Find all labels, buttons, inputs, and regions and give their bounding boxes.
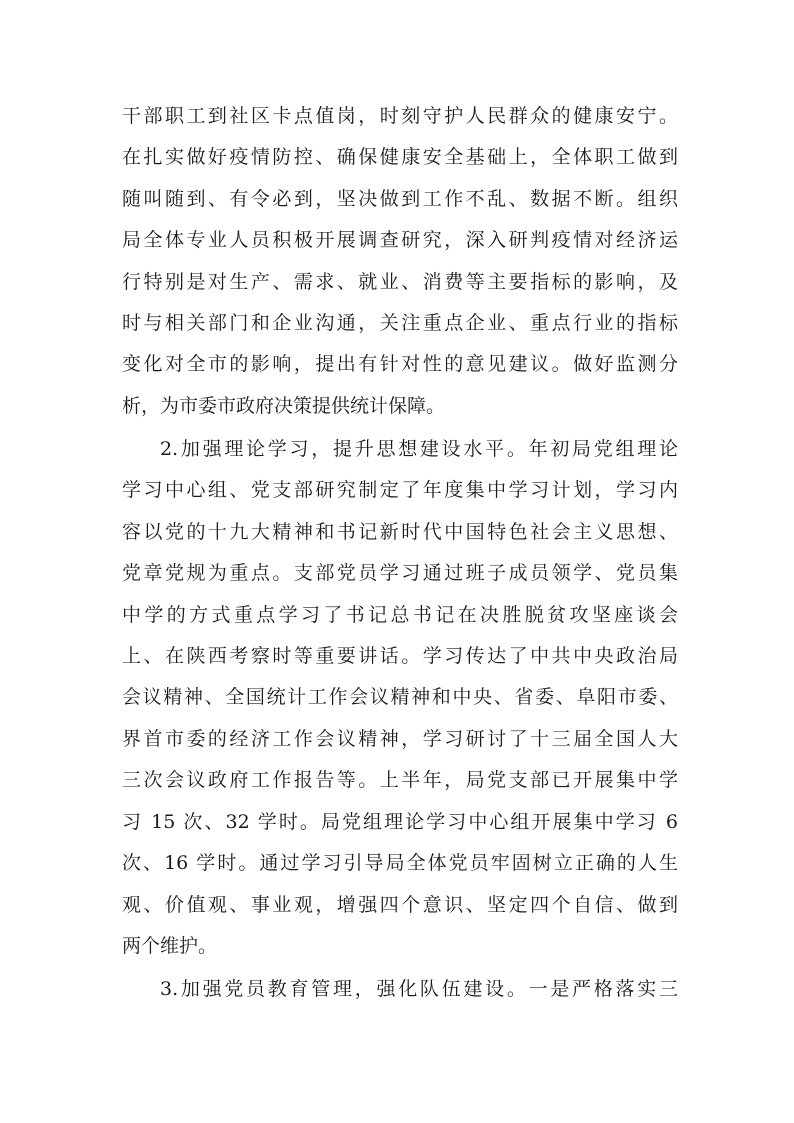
text-line: 两个维护。	[122, 935, 218, 957]
text-line: 次、16 学时。通过学习引导局全体党员牢固树立正确的人生	[122, 852, 678, 874]
text-line: 三次会议政府工作报告等。上半年，局党支部已开展集中学	[122, 769, 678, 791]
text-line: 观、价值观、事业观，增强四个意识、坚定四个自信、做到	[122, 894, 678, 916]
text-line: 析，为市委市政府决策提供统计保障。	[122, 395, 446, 417]
text-line: 干部职工到社区卡点值岗，时刻守护人民群众的健康安宁。	[122, 105, 678, 127]
text-line: 时与相关部门和企业沟通，关注重点企业、重点行业的指标	[122, 312, 678, 334]
text-line: 中学的方式重点学习了书记总书记在决胜脱贫攻坚座谈会	[122, 604, 678, 626]
text-line: 变化对全市的影响，提出有针对性的意见建议。做好监测分	[122, 353, 678, 375]
text-line: 学习中心组、党支部研究制定了年度集中学习计划，学习内	[122, 479, 678, 501]
paragraph-heading-2: 2.加强理论学习，提升思想建设水平。年初局党组理论	[160, 438, 678, 460]
text-line: 习 15 次、32 学时。局党组理论学习中心组开展集中学习 6	[122, 811, 678, 833]
paragraph-heading-3: 3.加强党员教育管理，强化队伍建设。一是严格落实三	[160, 978, 678, 1000]
text-line: 党章党规为重点。支部党员学习通过班子成员领学、党员集	[122, 562, 678, 584]
text-line: 容以党的十九大精神和书记新时代中国特色社会主义思想、	[122, 521, 678, 543]
text-line: 随叫随到、有令必到，坚决做到工作不乱、数据不断。组织	[122, 188, 678, 210]
text-line: 界首市委的经济工作会议精神，学习研讨了十三届全国人大	[122, 728, 678, 750]
text-line: 行特别是对生产、需求、就业、消费等主要指标的影响，及	[122, 271, 678, 293]
text-line: 局全体专业人员积极开展调查研究，深入研判疫情对经济运	[122, 229, 678, 251]
text-line: 会议精神、全国统计工作会议精神和中央、省委、阜阳市委、	[122, 686, 678, 708]
text-line: 上、在陕西考察时等重要讲话。学习传达了中共中央政治局	[122, 645, 678, 667]
text-line: 在扎实做好疫情防控、确保健康安全基础上，全体职工做到	[122, 146, 678, 168]
